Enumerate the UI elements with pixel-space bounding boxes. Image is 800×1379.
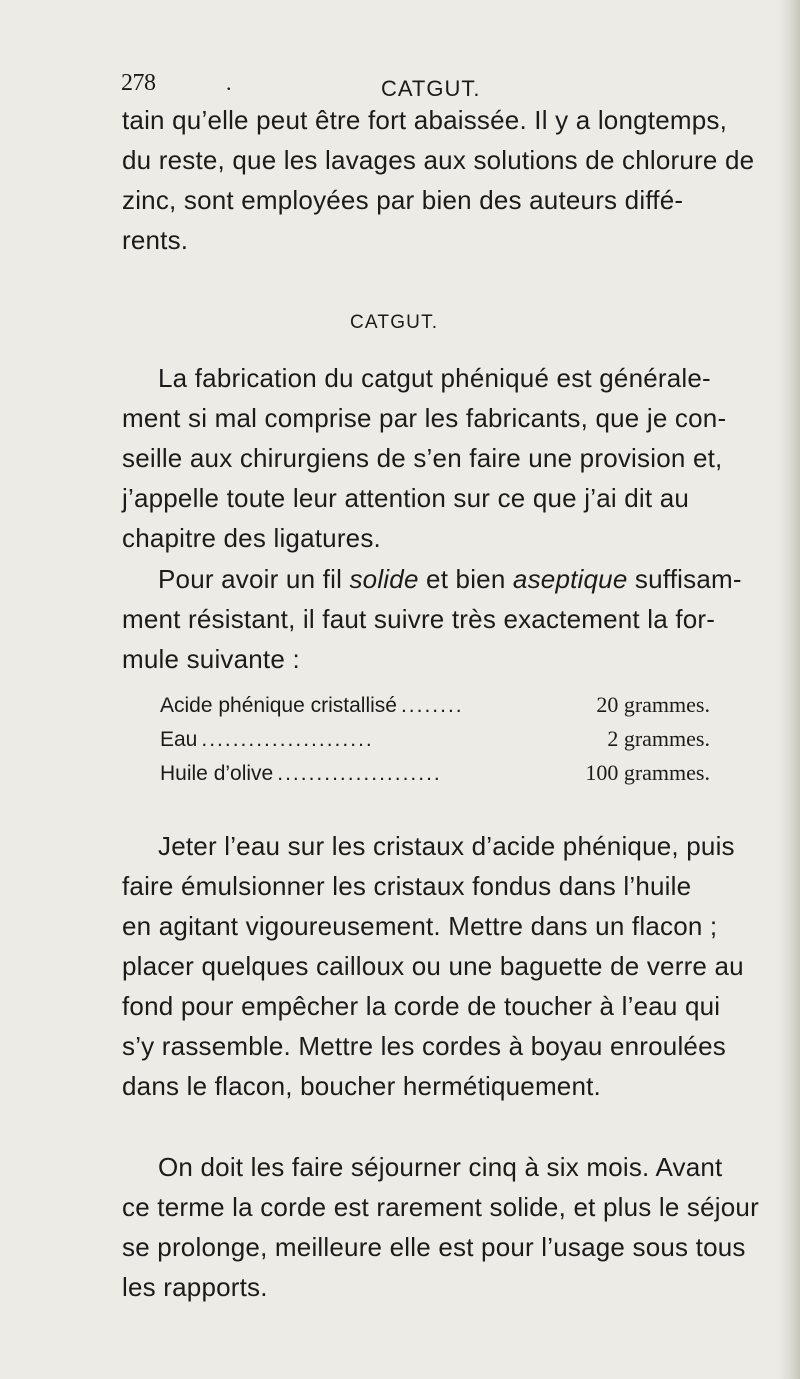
text-line: rents.	[122, 225, 189, 255]
formula-ingredient: Acide phénique cristallisé	[160, 694, 397, 717]
dot-leader: ......................	[201, 728, 374, 751]
text-line: seille aux chirurgiens de s’en faire une provision et,	[122, 443, 723, 473]
text-line: j’appelle toute leur attention sur ce que j’ai dit au	[122, 483, 690, 513]
formula-amount: 100 grammes.	[585, 760, 710, 785]
paragraph-5	[122, 1147, 762, 1307]
text-line: ce terme la corde est rarement solide, et plus le séjour	[122, 1192, 759, 1222]
formula-row	[160, 756, 710, 790]
paragraph-3	[122, 559, 762, 679]
page-number: 278	[121, 70, 156, 96]
text-line: les rapports.	[122, 1272, 268, 1302]
section-title: CATGUT.	[350, 312, 439, 333]
formula-table	[160, 688, 710, 790]
page-edge-shadow	[778, 0, 800, 1379]
text-run: suffisam-	[627, 564, 742, 594]
text-line: en agitant vigoureusement. Mettre dans un flacon ;	[122, 911, 718, 941]
text-line: ment résistant, il faut suivre très exactement la for-	[122, 604, 716, 634]
text-run: et bien	[418, 564, 513, 594]
dot-leader: ........	[400, 694, 464, 717]
paragraph-4	[122, 826, 762, 1106]
dot-leader: .....................	[277, 762, 442, 785]
formula-row	[160, 688, 710, 722]
formula-ingredient: Eau	[160, 728, 198, 751]
text-line: On doit les faire séjourner cinq à six mois. Avant	[158, 1152, 723, 1182]
text-line: fond pour empêcher la corde de toucher à l’eau qui	[122, 991, 721, 1021]
text-run: Pour avoir un fil	[158, 564, 350, 594]
text-line: Jeter l’eau sur les cristaux d’acide phénique, puis	[158, 831, 735, 861]
text-line: s’y rassemble. Mettre les cordes à boyau enroulées	[122, 1031, 726, 1061]
text-line: ment si mal comprise par les fabricants, que je con-	[122, 403, 727, 433]
formula-amount: 2 grammes.	[607, 726, 710, 751]
text-line: placer quelques cailloux ou une baguette de verre au	[122, 951, 744, 981]
text-line	[122, 559, 762, 599]
text-line: se prolonge, meilleure elle est pour l’usage sous tous	[122, 1232, 746, 1262]
text-line: chapitre des ligatures.	[122, 523, 381, 553]
paragraph-1	[122, 100, 762, 260]
header-dot: .	[226, 70, 232, 95]
text-line: La fabrication du catgut phéniqué est générale-	[158, 363, 711, 393]
paragraph-2	[122, 358, 762, 558]
emphasis-aseptique: aseptique	[512, 564, 628, 594]
formula-amount: 20 grammes.	[596, 692, 710, 717]
text-line: faire émulsionner les cristaux fondus dans l’huile	[122, 871, 692, 901]
text-line: zinc, sont employées par bien des auteurs diffé-	[122, 185, 684, 215]
running-head: CATGUT.	[381, 76, 481, 101]
formula-ingredient: Huile d’olive	[160, 762, 274, 785]
emphasis-solide: solide	[349, 564, 419, 594]
formula-row	[160, 722, 710, 756]
text-line: mule suivante :	[122, 644, 300, 674]
text-line: du reste, que les lavages aux solutions de chlorure de	[122, 145, 755, 175]
text-line: tain qu’elle peut être fort abaissée. Il y a longtemps,	[122, 105, 728, 135]
text-line: dans le flacon, boucher hermétiquement.	[122, 1071, 601, 1101]
